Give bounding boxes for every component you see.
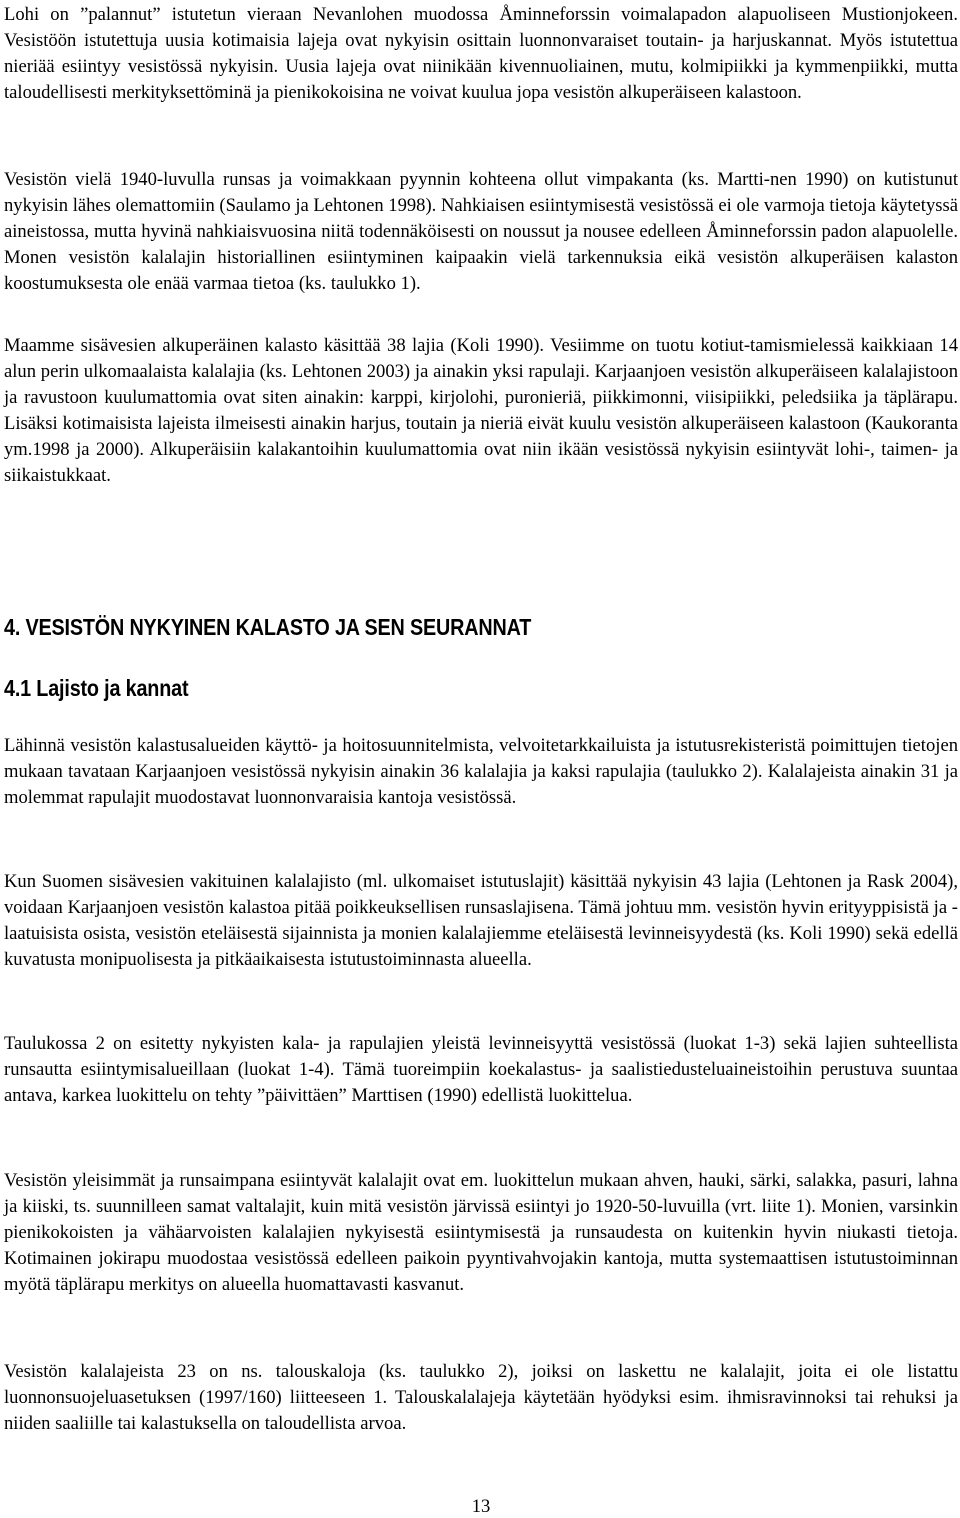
chapter-heading: 4. VESISTÖN NYKYINEN KALASTO JA SEN SEURANNAT (4, 614, 532, 640)
paragraph-salmon-history (4, 2, 958, 106)
paragraph-vimpa-lamprey (4, 167, 958, 297)
section-heading: 4.1 Lajisto ja kannat (4, 675, 189, 701)
page-number: 13 (471, 1496, 491, 1517)
paragraph-text: Maamme sisävesien alkuperäinen kalasto käsittää 38 lajia (Koli 1990). Vesiimme on tuotu kotiut-tamismielessä kaikkiaan 14 alun perin ulkomaalaista kalalajia (ks. Lehtonen 2003) ja ainakin yksi rapulaji. Karjaanjoen vesistön alkuperäiseen kalalajistoon ja ravustoon kuulumattomia ovat siten ainakin: karppi, kirjolohi, puronieriä, piikkimonni, viisipiikki, peledsiika ja täplärapu. Lisäksi kotimaisista lajeista ilmeisesti ainakin harjus, toutain ja nieriä eivät kuulu vesistön alkuperäiseen kalastoon (Kaukoranta ym.1998 ja 2000). Alkuperäisiin kalakantoihin kuulumattomia ovat niin ikään vesistössä nykyisin esiintyvät lohi-, taimen- ja siikaistukkaat. (4, 335, 958, 487)
paragraph-text: Lohi on ”palannut” istutetun vieraan Nevanlohen muodossa Åminneforssin voimalapadon alapuoliseen Mustionjokeen. Vesistöön istutettuja uusia kotimaisia lajeja ovat nykyisin osittain luonnonvaraiset toutain- ja harjuskannat. Myös istutettua nieriää esiintyy vesistössä nykyisin. Uusia lajeja ovat niinikään kivennuoliainen, mutu, kolmipiikki ja kymmenpiikki, mutta taloudellisesti merkityksettöminä ja pienikokoisina ne voivat kuulua jopa vesistön alkuperäiseen kalastoon. (4, 4, 958, 104)
paragraph-text: Lähinnä vesistön kalastusalueiden käyttö- ja hoitosuunnitelmista, velvoitetarkkailuista ja istutusrekisteristä poimittujen tietojen mukaan tavataan Karjaanjoen vesistössä nykyisin ainakin 36 kalalajia ja kaksi rapulajia (taulukko 2). Kalalajeista ainakin 31 ja molemmat rapulajit muodostavat luonnonvaraisia kantoja vesistössä. (4, 735, 958, 809)
paragraph-species-richness (4, 869, 958, 973)
paragraph-text: Kun Suomen sisävesien vakituinen kalalajisto (ml. ulkomaiset istutuslajit) käsittää nykyisin 43 lajia (Lehtonen ja Rask 2004), voidaan Karjaanjoen vesistön kalastoa pitää poikkeuksellisen runsaslajisena. Tämä johtuu mm. vesistön hyvin erityyppisistä ja -laatuisista osista, vesistön eteläisestä sijainnista ja monien kalalajiemme eteläisestä levinneisyydestä (ks. Koli 1990) sekä edellä kuvatusta monipuolisesta ja pitkäaikaisesta istutustoiminnasta alueella. (4, 871, 958, 971)
paragraph-species-count (4, 733, 958, 811)
paragraph-common-species (4, 1168, 958, 1298)
paragraph-commercial-fish (4, 1359, 958, 1437)
paragraph-text: Taulukossa 2 on esitetty nykyisten kala- ja rapulajien yleistä levinneisyyttä vesistössä (luokat 1-3) sekä lajien suhteellista runsautta esiintymisalueillaan (luokat 1-4). Tämä tuoreimpiin koekalastus- ja saalistiedusteluaineistoihin perustuva suuntaa antava, karkea luokittelu on tehty ”päivittäen” Marttisen (1990) edellistä luokittelua. (4, 1033, 958, 1107)
paragraph-text: Vesistön yleisimmät ja runsaimpana esiintyvät kalalajit ovat em. luokittelun mukaan ahven, hauki, särki, salakka, pasuri, lahna ja kiiski, ts. suunnilleen samat valtalajit, kuin mitä vesistön järvissä esiintyi jo 1920-50-luvuilla (vrt. liite 1). Monien, varsinkin pienikokoisten ja vähäarvoisten kalalajien nykyisestä esiintymisestä ja runsaudesta on kuitenkin hyvin niukasti tietoja. Kotimainen jokirapu muodostaa vesistössä edelleen paikoin pyyntivahvojakin kantoja, mutta systemaattisen istutustoiminnan myötä täplärapu merkitys on alueella huomattavasti kasvanut. (4, 1170, 958, 1296)
paragraph-table-description (4, 1031, 958, 1109)
paragraph-original-fauna (4, 333, 958, 490)
document-page (4, 0, 958, 1516)
paragraph-text: Vesistön vielä 1940-luvulla runsas ja voimakkaan pyynnin kohteena ollut vimpakanta (ks. Martti-nen 1990) on kutistunut nykyisin lähes olemattomiin (Saulamo ja Lehtonen 1998). Nahkiaisen esiintymisestä vesistössä ei ole varmoja tietoja käytetyssä aineistossa, mutta hyvinä nahkiaisvuosina niitä todennäköisesti on noussut ja nousee edelleen Åminneforssin padon alapuolelle. Monen vesistön kalalajin historiallinen esiintyminen kaipaakin vielä tarkennuksia eikä vesistön alkuperäisen kalaston koostumuksesta ole enää varmaa tietoa (ks. taulukko 1). (4, 169, 958, 295)
paragraph-text: Vesistön kalalajeista 23 on ns. talouskaloja (ks. taulukko 2), joiksi on laskettu ne kalalajit, joita ei ole listattu luonnonsuojeluasetuksen (1997/160) liitteeseen 1. Talouskalalajeja käytetään hyödyksi esim. ihmisravinnoksi tai rehuksi ja niiden saaliille tai kalastuksella on taloudellista arvoa. (4, 1361, 958, 1435)
